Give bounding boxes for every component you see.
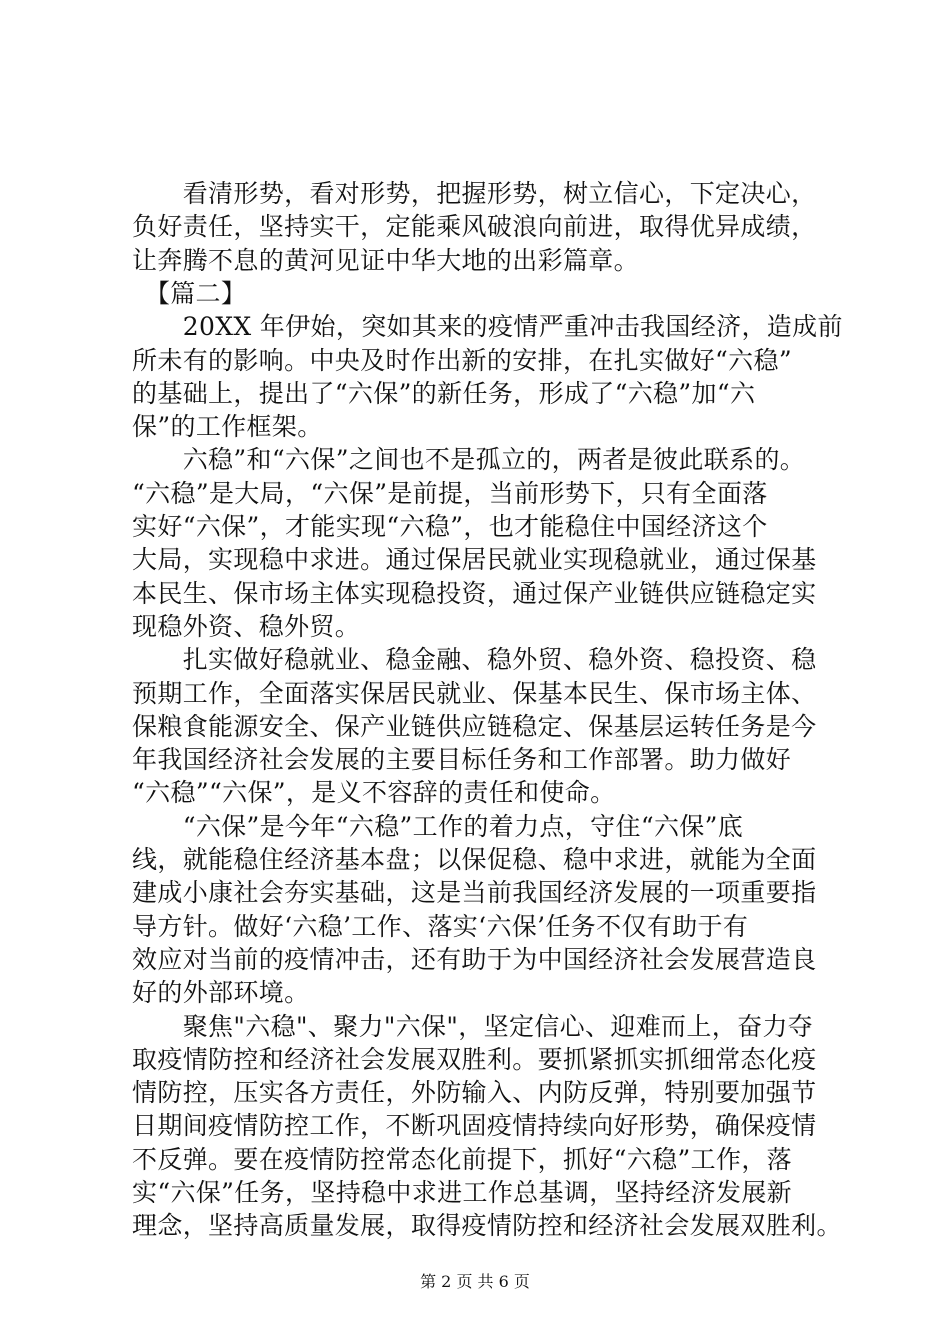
text-line: 让奔腾不息的黄河见证中华大地的出彩篇章。 <box>132 245 640 275</box>
text-line: “六稳”“六保”，是义不容辞的责任和使命。 <box>132 778 616 808</box>
text-line: 好的外部环境。 <box>132 978 310 1008</box>
text-line: 负好责任，坚持实干，定能乘风破浪向前进，取得优异成绩， <box>132 212 817 242</box>
text-line: “六保”是今年“六稳”工作的着力点，守住“六保”底 <box>132 811 744 841</box>
text-line: 六稳”和“六保”之间也不是孤立的，两者是彼此联系的。 <box>132 445 806 475</box>
text-line: 现稳外资、稳外贸。 <box>132 611 361 641</box>
text-line: 取疫情防控和经济社会发展双胜利。要抓紧抓实抓细常态化疫 <box>132 1044 817 1074</box>
text-line: 扎实做好稳就业、稳金融、稳外贸、稳外资、稳投资、稳 <box>132 645 817 675</box>
text-line: 20XX 年伊始，突如其来的疫情严重冲击我国经济，造成前 <box>132 312 843 342</box>
text-line: 保粮食能源安全、保产业链供应链稳定、保基层运转任务是今 <box>132 711 817 741</box>
text-line: 导方针。做好‘六稳’工作、落实‘六保’任务不仅有助于有 <box>132 911 749 941</box>
text-line: 情防控，压实各方责任，外防输入、内防反弹，特别要加强节 <box>132 1078 817 1108</box>
text-line: 年我国经济社会发展的主要目标任务和工作部署。助力做好 <box>132 745 792 775</box>
text-line: 本民生、保市场主体实现稳投资，通过保产业链供应链稳定实 <box>132 578 817 608</box>
text-line: 看清形势，看对形势，把握形势，树立信心，下定决心， <box>132 179 817 208</box>
text-line: 保”的工作框架。 <box>132 412 323 442</box>
text-line: 实好“六保”，才能实现“六稳”，也才能稳住中国经济这个 <box>132 512 768 541</box>
text-line: 【篇二】 <box>132 278 247 308</box>
page-footer: 第 2 页 共 6 页 <box>420 1272 530 1291</box>
text-line: 效应对当前的疫情冲击，还有助于为中国经济社会发展营造良 <box>132 944 817 974</box>
text-line: 的基础上，提出了“六保”的新任务，形成了“六稳”加“六 <box>132 378 756 408</box>
text-line: 线，就能稳住经济基本盘；以保促稳、稳中求进，就能为全面 <box>132 845 817 874</box>
text-line: 不反弹。要在疫情防控常态化前提下，抓好“六稳”工作，落 <box>132 1144 793 1174</box>
text-line: 理念，坚持高质量发展，取得疫情防控和经济社会发展双胜利。 <box>132 1211 842 1241</box>
text-line: 预期工作，全面落实保居民就业、保基本民生、保市场主体、 <box>132 678 817 708</box>
text-line: 聚焦"六稳"、聚力"六保"，坚定信心、迎难而上，奋力夺 <box>132 1011 814 1041</box>
text-line: 实“六保”任务，坚持稳中求进工作总基调，坚持经济发展新 <box>132 1178 793 1207</box>
text-line: 建成小康社会夯实基础，这是当前我国经济发展的一项重要指 <box>132 878 817 908</box>
text-line: 所未有的影响。中央及时作出新的安排，在扎实做好“六稳” <box>132 345 793 375</box>
text-line: 大局，实现稳中求进。通过保居民就业实现稳就业，通过保基 <box>132 545 817 575</box>
text-line: “六稳”是大局，“六保”是前提，当前形势下，只有全面落 <box>132 478 768 508</box>
text-line: 日期间疫情防控工作，不断巩固疫情持续向好形势，确保疫情 <box>132 1111 817 1141</box>
